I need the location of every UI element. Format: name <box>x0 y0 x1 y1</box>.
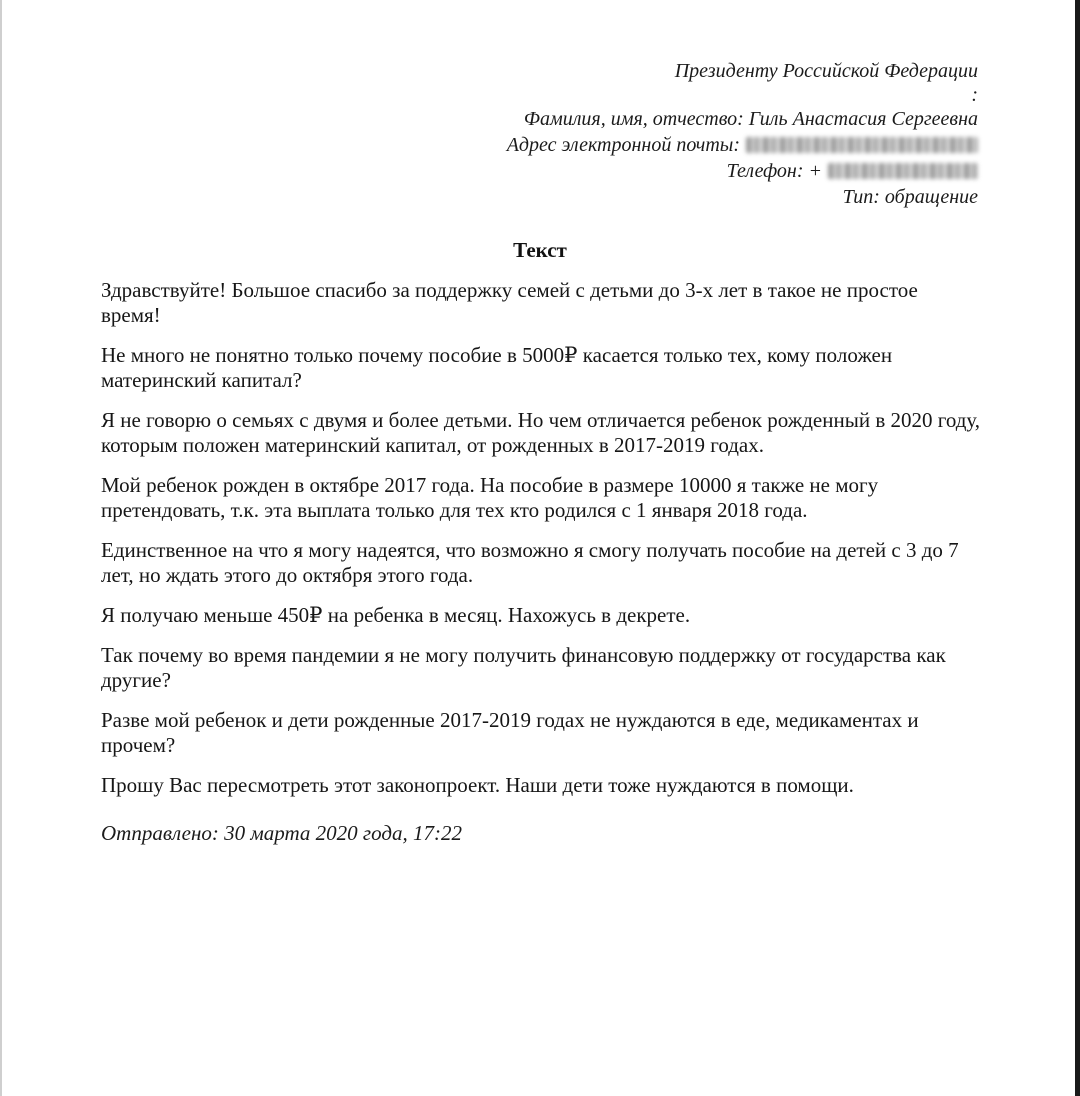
document-title: Текст <box>513 238 567 262</box>
paragraph-5: Единственное на что я могу надеятся, что возможно я смогу получать пособие на детей с 3 до 7 лет, но ждать этого до октября этого года. <box>101 538 959 587</box>
redacted-phone <box>828 163 978 179</box>
paragraph-3: Я не говорю о семьях с двумя и более детьми. Но чем отличается ребенок рожденный в 2020 году, которым положен материнский капитал, от рожденных в 2017-2019 годах. <box>101 408 981 457</box>
paragraph-4: Мой ребенок рожден в октябре 2017 года. На пособие в размере 10000 я также не могу претендовать, т.к. эта выплата только для тех кто родился с 1 января 2018 года. <box>101 473 879 522</box>
appeal-type-line: Тип: обращение <box>842 186 978 208</box>
paragraph-7: Так почему во время пандемии я не могу получить финансовую поддержку от государства как другие? <box>101 643 946 692</box>
letter-header <box>418 58 978 210</box>
redacted-email <box>746 137 978 153</box>
letter-body <box>101 278 981 813</box>
page-right-edge <box>1075 0 1080 1096</box>
email-label: Адрес электронной почты: <box>506 134 740 156</box>
paragraph-2: Не много не понятно только почему пособие в 5000₽ касается только тех, кому положен материнский капитал? <box>101 343 893 392</box>
paragraph-8: Разве мой ребенок и дети рожденные 2017-2019 годах не нуждаются в еде, медикаментах и прочем? <box>101 708 919 757</box>
phone-line <box>418 158 978 184</box>
page-left-edge <box>0 0 2 1096</box>
sent-date-line: Отправлено: 30 марта 2020 года, 17:22 <box>101 821 462 845</box>
phone-label: Телефон: + <box>726 160 822 182</box>
addressee-line: Президенту Российской Федерации <box>674 60 978 82</box>
header-colon: : <box>971 84 978 106</box>
paragraph-9: Прошу Вас пересмотреть этот законопроект. Наши дети тоже нуждаются в помощи. <box>101 773 854 797</box>
email-line <box>418 132 978 158</box>
sender-name-line: Фамилия, имя, отчество: Гиль Анастасия Сергеевна <box>523 108 978 130</box>
paragraph-6: Я получаю меньше 450₽ на ребенка в месяц. Нахожусь в декрете. <box>101 603 691 627</box>
paragraph-1: Здравствуйте! Большое спасибо за поддержку семей с детьми до 3-х лет в такое не простое время! <box>101 278 918 327</box>
